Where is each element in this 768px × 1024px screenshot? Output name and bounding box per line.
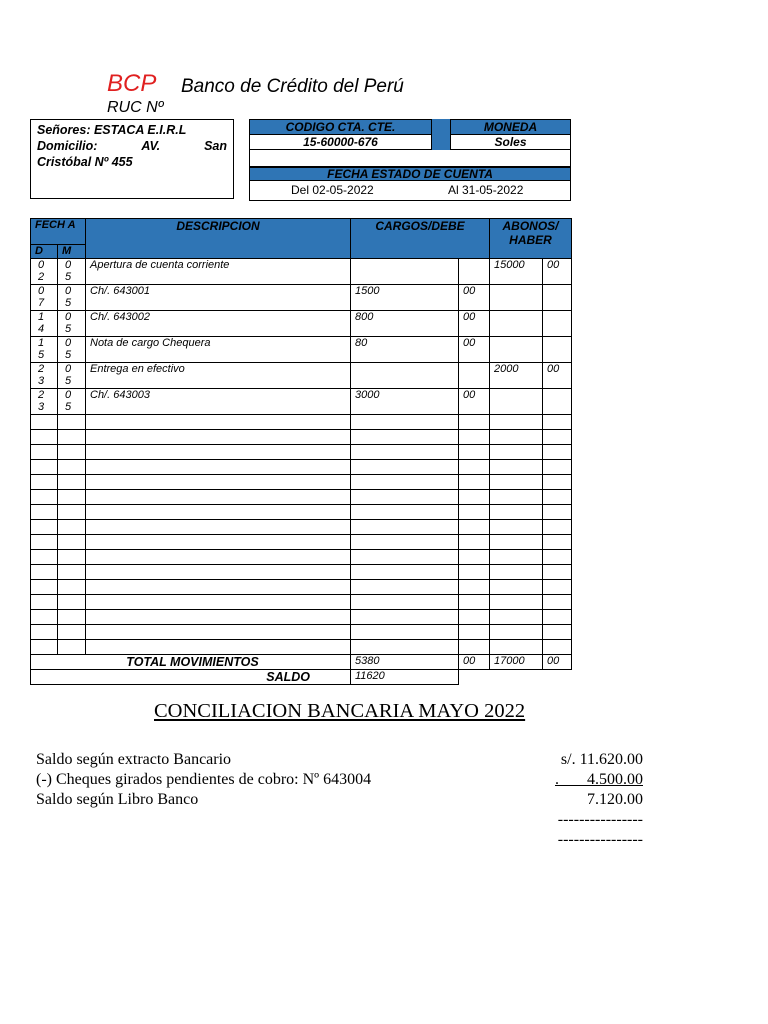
empty-cell: [58, 580, 86, 595]
recon-line-amount: s/. 11.620.00: [560, 751, 643, 768]
empty-cell: [543, 670, 572, 685]
empty-cell: [543, 580, 572, 595]
empty-table-row: [31, 580, 572, 595]
empty-cell: [543, 610, 572, 625]
day-cell-digit: 1: [38, 337, 45, 349]
empty-cell: [351, 505, 459, 520]
empty-cell: [490, 550, 543, 565]
charge-cell: 800: [351, 311, 459, 337]
empty-cell: [351, 445, 459, 460]
empty-table-row: [31, 625, 572, 640]
empty-cell: [31, 490, 58, 505]
month-cell: [58, 259, 86, 285]
empty-cell: [58, 505, 86, 520]
empty-cell: [58, 430, 86, 445]
charge-decimals-cell: 00: [459, 311, 490, 337]
empty-cell: [31, 565, 58, 580]
empty-cell: [86, 640, 351, 655]
dash-separator: ----------------: [557, 831, 643, 848]
day-cell: [31, 285, 58, 311]
empty-cell: [351, 595, 459, 610]
month-cell-digit: 0: [65, 259, 72, 271]
empty-cell: [86, 625, 351, 640]
recon-line-label: Saldo según extracto Bancario: [36, 751, 232, 768]
empty-cell: [58, 490, 86, 505]
reconciliation-title: CONCILIACION BANCARIA MAYO 2022: [154, 700, 526, 722]
empty-cell: [31, 550, 58, 565]
header-gap-fill: [432, 119, 450, 150]
empty-cell: [351, 535, 459, 550]
month-cell: [58, 363, 86, 389]
empty-cell: [543, 565, 572, 580]
empty-cell: [543, 640, 572, 655]
day-cell-digit: 3: [38, 375, 45, 387]
empty-cell: [543, 460, 572, 475]
credit-cell: [490, 285, 543, 311]
day-cell: [31, 389, 58, 415]
credit-cell: 2000: [490, 363, 543, 389]
empty-cell: [86, 520, 351, 535]
charge-cell: 1500: [351, 285, 459, 311]
empty-cell: [490, 415, 543, 430]
blank-row: [249, 150, 571, 167]
total-charges: 5380: [351, 655, 459, 670]
total-credits-decimals: 00: [543, 655, 572, 670]
description-cell: Ch/. 643002: [86, 311, 351, 337]
date-from: Del 02-05-2022: [291, 183, 374, 197]
day-cell-digit: 0: [38, 285, 45, 297]
empty-cell: [543, 520, 572, 535]
address-label: Domicilio:: [37, 139, 98, 153]
empty-cell: [490, 445, 543, 460]
empty-cell: [490, 640, 543, 655]
day-cell-digit: 7: [38, 297, 45, 309]
empty-cell: [58, 445, 86, 460]
empty-cell: [86, 445, 351, 460]
credits-header: ABONOS/ HABER: [490, 219, 572, 259]
empty-cell: [459, 535, 490, 550]
empty-table-row: [31, 430, 572, 445]
month-cell: [58, 311, 86, 337]
empty-table-row: [31, 490, 572, 505]
empty-cell: [86, 490, 351, 505]
bcp-logo: BCP: [107, 70, 157, 97]
table-row: [31, 259, 572, 285]
credit-decimals-cell: [543, 389, 572, 415]
month-cell-digit: 5: [65, 323, 72, 335]
empty-cell: [459, 550, 490, 565]
day-cell-digit: 2: [38, 271, 45, 283]
charge-cell: [351, 363, 459, 389]
description-header: DESCRIPCION: [86, 219, 351, 259]
empty-table-row: [31, 415, 572, 430]
table-row: [31, 389, 572, 415]
empty-cell: [31, 535, 58, 550]
empty-cell: [490, 565, 543, 580]
empty-cell: [459, 445, 490, 460]
day-cell-digit: 4: [38, 323, 45, 335]
credit-decimals-cell: [543, 311, 572, 337]
address-rest: Cristóbal Nº 455: [37, 155, 133, 169]
client-name: Señores: ESTACA E.I.R.L: [37, 123, 187, 137]
month-cell-digit: 5: [65, 297, 72, 309]
credit-cell: [490, 389, 543, 415]
empty-cell: [58, 610, 86, 625]
empty-table-row: [31, 640, 572, 655]
description-cell: Ch/. 643001: [86, 285, 351, 311]
empty-cell: [31, 460, 58, 475]
charge-cell: 3000: [351, 389, 459, 415]
balance-label: SALDO: [31, 670, 351, 685]
empty-cell: [351, 430, 459, 445]
credit-cell: [490, 337, 543, 363]
bank-name: Banco de Crédito del Perú: [181, 76, 404, 97]
currency-value: Soles: [450, 134, 571, 150]
total-credits: 17000: [490, 655, 543, 670]
empty-cell: [58, 625, 86, 640]
month-cell: [58, 285, 86, 311]
empty-cell: [86, 610, 351, 625]
recon-line-label: Saldo según Libro Banco: [36, 791, 199, 808]
ruc-label: RUC Nº: [107, 99, 164, 116]
empty-cell: [490, 520, 543, 535]
credit-decimals-cell: [543, 337, 572, 363]
empty-cell: [490, 535, 543, 550]
empty-cell: [86, 550, 351, 565]
empty-cell: [459, 490, 490, 505]
empty-cell: [543, 505, 572, 520]
empty-cell: [86, 475, 351, 490]
date-header: FECH A: [31, 219, 86, 245]
empty-cell: [58, 535, 86, 550]
month-cell-digit: 5: [65, 375, 72, 387]
empty-cell: [86, 565, 351, 580]
empty-cell: [351, 490, 459, 505]
empty-cell: [351, 640, 459, 655]
empty-cell: [31, 475, 58, 490]
table-row: [31, 285, 572, 311]
empty-cell: [459, 430, 490, 445]
empty-table-row: [31, 535, 572, 550]
empty-cell: [31, 415, 58, 430]
empty-cell: [459, 415, 490, 430]
empty-table-row: [31, 445, 572, 460]
charge-decimals-cell: 00: [459, 389, 490, 415]
empty-cell: [86, 580, 351, 595]
total-movements-label: TOTAL MOVIMIENTOS: [31, 655, 351, 670]
total-charges-decimals: 00: [459, 655, 490, 670]
credit-decimals-cell: 00: [543, 363, 572, 389]
empty-cell: [543, 415, 572, 430]
month-cell-digit: 0: [65, 389, 72, 401]
empty-cell: [351, 415, 459, 430]
empty-cell: [459, 505, 490, 520]
month-cell-digit: 0: [65, 285, 72, 297]
charge-cell: [351, 259, 459, 285]
empty-cell: [459, 475, 490, 490]
empty-cell: [459, 610, 490, 625]
address-san: San: [204, 139, 227, 153]
recon-line-amount: 7.120.00: [587, 791, 643, 808]
empty-cell: [351, 460, 459, 475]
empty-cell: [86, 595, 351, 610]
empty-cell: [86, 505, 351, 520]
movements-table: [30, 218, 572, 685]
empty-table-row: [31, 460, 572, 475]
empty-cell: [543, 550, 572, 565]
client-address-line: [37, 138, 227, 154]
day-cell-digit: 5: [38, 349, 45, 361]
address-av: AV.: [141, 139, 161, 153]
day-cell: [31, 311, 58, 337]
empty-table-row: [31, 505, 572, 520]
empty-table-row: [31, 520, 572, 535]
empty-cell: [459, 565, 490, 580]
empty-table-row: [31, 610, 572, 625]
table-row: [31, 363, 572, 389]
day-cell: [31, 337, 58, 363]
charge-cell: 80: [351, 337, 459, 363]
empty-cell: [459, 625, 490, 640]
charges-header: CARGOS/DEBE: [351, 219, 490, 259]
empty-cell: [490, 475, 543, 490]
empty-cell: [31, 520, 58, 535]
empty-cell: [86, 535, 351, 550]
empty-cell: [351, 625, 459, 640]
empty-table-row: [31, 595, 572, 610]
empty-cell: [31, 430, 58, 445]
charge-decimals-cell: [459, 259, 490, 285]
empty-cell: [459, 640, 490, 655]
empty-cell: [31, 610, 58, 625]
credit-decimals-cell: [543, 285, 572, 311]
empty-cell: [31, 595, 58, 610]
empty-cell: [490, 430, 543, 445]
empty-cell: [58, 475, 86, 490]
account-code-header: CODIGO CTA. CTE.: [249, 119, 432, 135]
empty-cell: [351, 520, 459, 535]
day-cell-digit: 3: [38, 401, 45, 413]
empty-cell: [543, 535, 572, 550]
day-cell-digit: 2: [38, 363, 45, 375]
empty-cell: [58, 520, 86, 535]
empty-cell: [31, 505, 58, 520]
empty-table-row: [31, 475, 572, 490]
balance-value: 11620: [351, 670, 459, 685]
credit-cell: [490, 311, 543, 337]
empty-cell: [351, 580, 459, 595]
date-to: Al 31-05-2022: [448, 183, 524, 197]
month-cell-digit: 0: [65, 311, 72, 323]
empty-cell: [86, 415, 351, 430]
month-cell-digit: 0: [65, 363, 72, 375]
month-cell-digit: 5: [65, 349, 72, 361]
table-row: [31, 337, 572, 363]
empty-cell: [459, 670, 490, 685]
empty-cell: [543, 475, 572, 490]
empty-cell: [543, 595, 572, 610]
empty-cell: [490, 610, 543, 625]
description-cell: Apertura de cuenta corriente: [86, 259, 351, 285]
credit-cell: 15000: [490, 259, 543, 285]
empty-cell: [351, 565, 459, 580]
client-box: [30, 119, 234, 199]
month-cell: [58, 337, 86, 363]
empty-cell: [543, 430, 572, 445]
empty-cell: [86, 460, 351, 475]
empty-cell: [351, 610, 459, 625]
empty-cell: [459, 520, 490, 535]
currency-header: MONEDA: [450, 119, 571, 135]
empty-table-row: [31, 565, 572, 580]
description-cell: Nota de cargo Chequera: [86, 337, 351, 363]
description-cell: Entrega en efectivo: [86, 363, 351, 389]
day-header: D: [31, 245, 58, 259]
empty-cell: [490, 670, 543, 685]
empty-cell: [543, 625, 572, 640]
charge-decimals-cell: 00: [459, 285, 490, 311]
credit-decimals-cell: 00: [543, 259, 572, 285]
empty-cell: [490, 490, 543, 505]
empty-cell: [459, 460, 490, 475]
empty-cell: [459, 580, 490, 595]
description-cell: Ch/. 643003: [86, 389, 351, 415]
empty-cell: [58, 415, 86, 430]
empty-cell: [490, 505, 543, 520]
day-cell-digit: 1: [38, 311, 45, 323]
day-cell-digit: 0: [38, 259, 45, 271]
empty-cell: [490, 625, 543, 640]
empty-cell: [31, 625, 58, 640]
recon-line-label: (-) Cheques girados pendientes de cobro: Nº 643004: [36, 771, 372, 788]
month-cell-digit: 5: [65, 401, 72, 413]
charge-decimals-cell: [459, 363, 490, 389]
empty-cell: [490, 580, 543, 595]
empty-cell: [490, 460, 543, 475]
day-cell: [31, 259, 58, 285]
empty-table-row: [31, 550, 572, 565]
day-cell-digit: 2: [38, 389, 45, 401]
empty-cell: [58, 460, 86, 475]
statement-date-header: FECHA ESTADO DE CUENTA: [249, 167, 571, 181]
empty-cell: [351, 550, 459, 565]
empty-cell: [58, 550, 86, 565]
empty-cell: [351, 475, 459, 490]
empty-cell: [58, 595, 86, 610]
table-row: [31, 311, 572, 337]
empty-cell: [58, 565, 86, 580]
statement-date-range: [249, 181, 571, 201]
month-cell-digit: 0: [65, 337, 72, 349]
empty-cell: [31, 445, 58, 460]
charge-decimals-cell: 00: [459, 337, 490, 363]
empty-cell: [459, 595, 490, 610]
empty-cell: [543, 490, 572, 505]
empty-cell: [490, 595, 543, 610]
month-cell-digit: 5: [65, 271, 72, 283]
dash-separator: ----------------: [557, 811, 643, 828]
empty-cell: [543, 445, 572, 460]
day-cell: [31, 363, 58, 389]
recon-line-amount: . 4.500.00: [555, 771, 643, 788]
empty-cell: [86, 430, 351, 445]
account-code-value: 15-60000-676: [249, 134, 432, 150]
month-cell: [58, 389, 86, 415]
empty-cell: [31, 580, 58, 595]
empty-cell: [58, 640, 86, 655]
empty-cell: [31, 640, 58, 655]
month-header: M: [58, 245, 86, 259]
